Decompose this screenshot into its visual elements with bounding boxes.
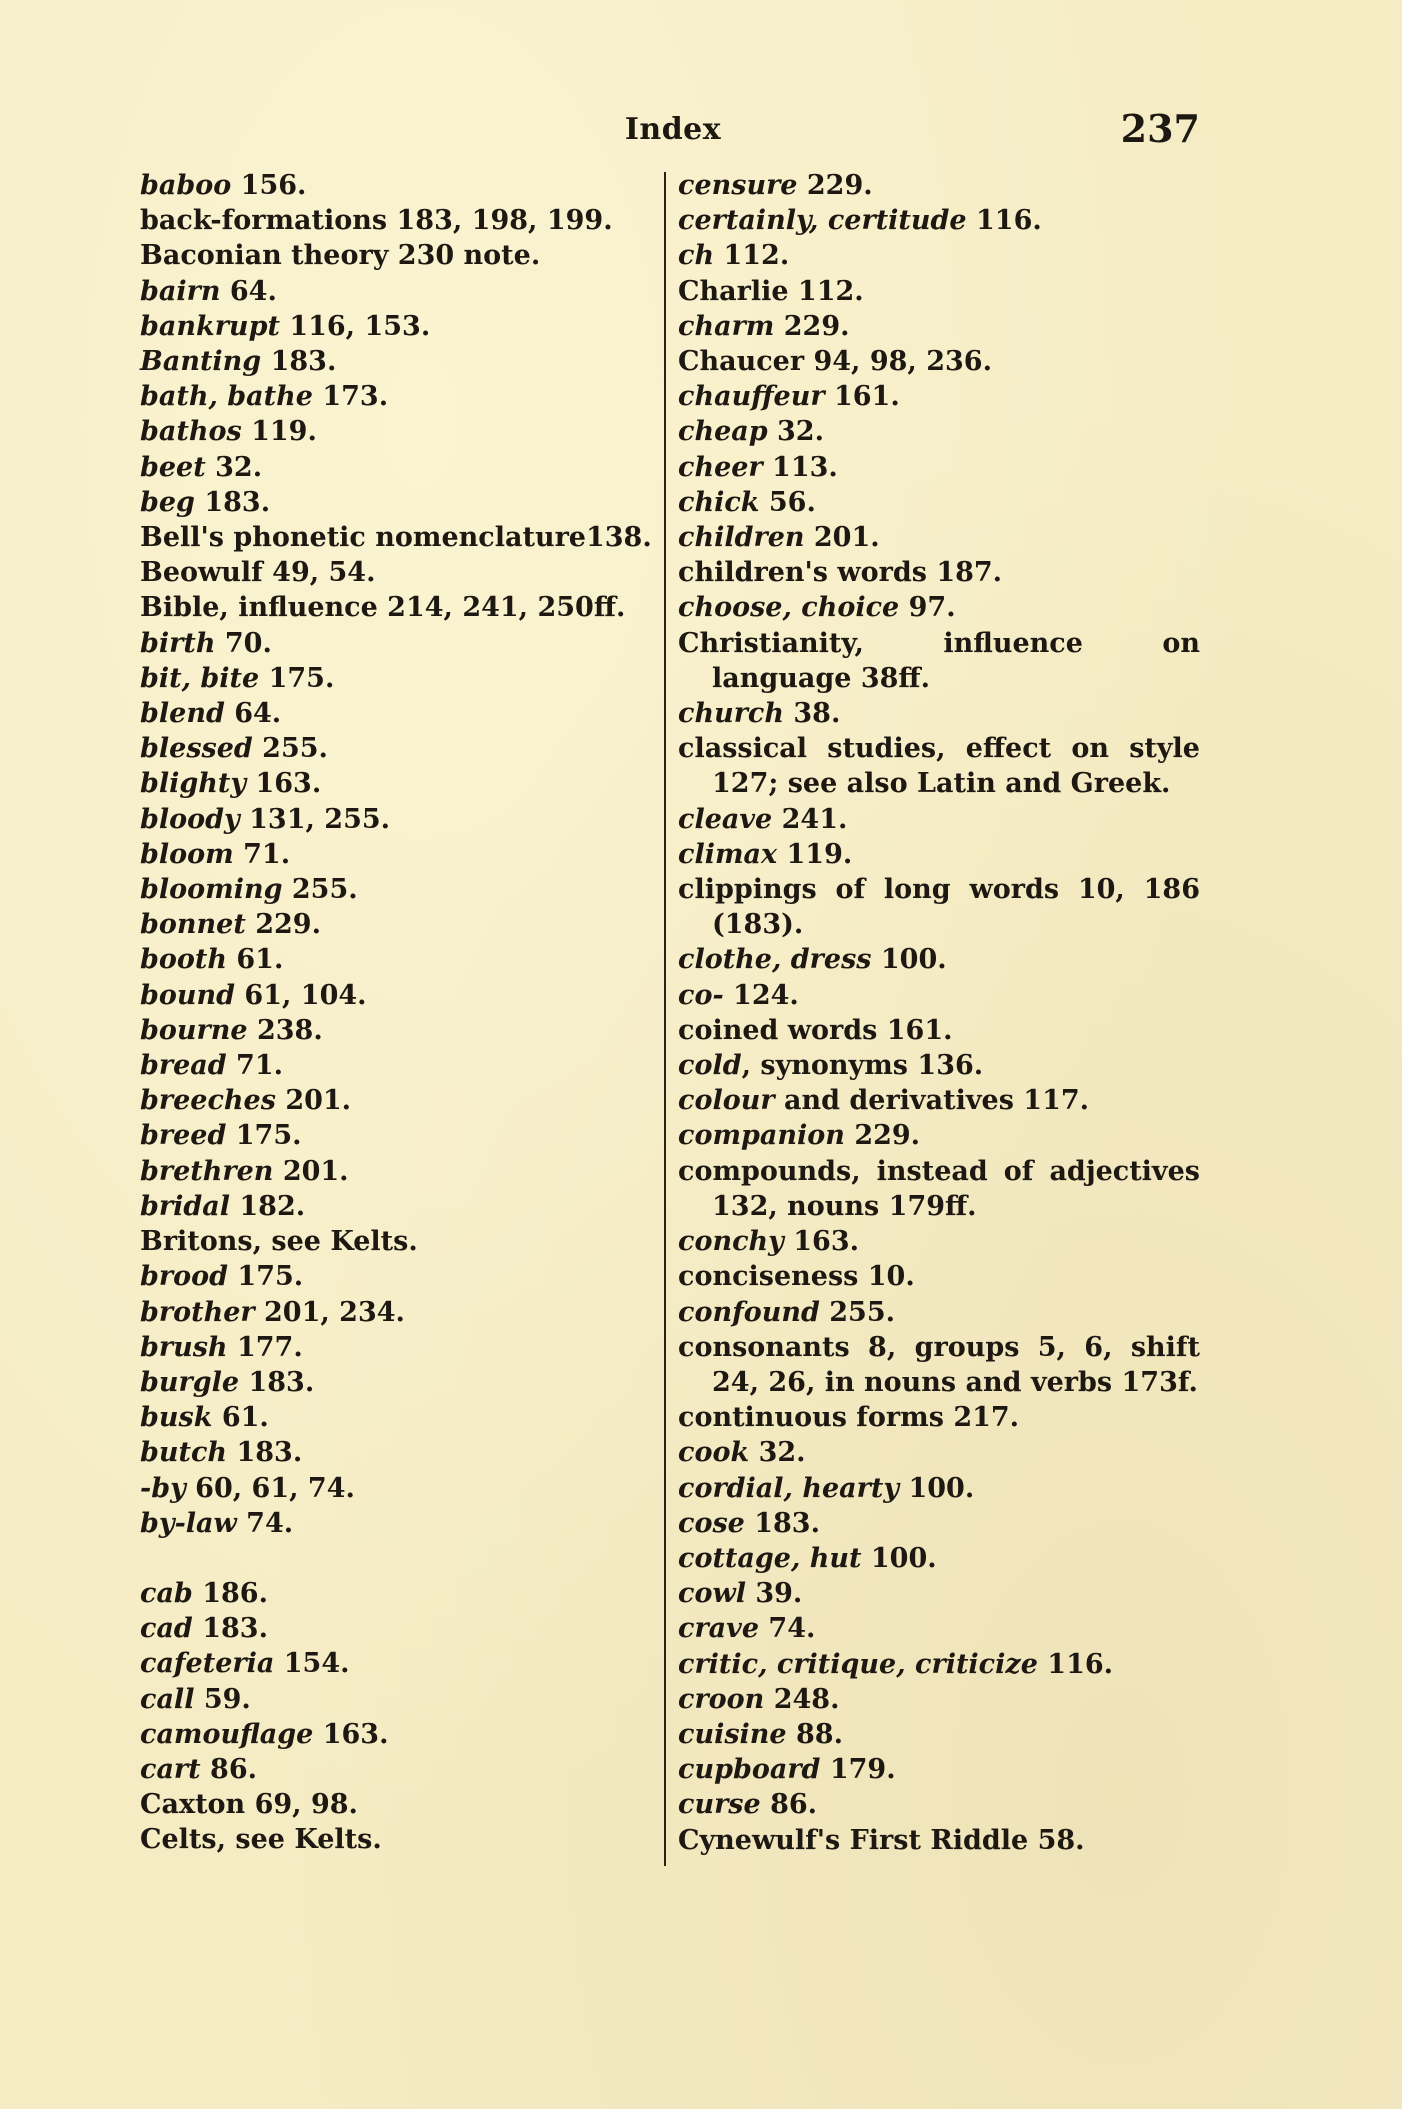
index-entry [140, 802, 660, 837]
index-term: cad [140, 1613, 193, 1645]
index-entry [678, 520, 1200, 555]
index-entry [140, 1752, 660, 1787]
index-reference: 56. [759, 486, 816, 518]
index-term: bath, bathe [140, 381, 313, 413]
index-term: croon [678, 1683, 765, 1715]
index-term: bonnet [140, 909, 246, 941]
index-term: bloody [140, 803, 240, 835]
index-term: cold [678, 1050, 742, 1082]
index-reference: 183. [744, 1507, 820, 1539]
index-entry [678, 802, 1200, 837]
index-entry [140, 942, 660, 977]
index-entry [140, 1295, 660, 1330]
index-term: bread [140, 1050, 227, 1082]
index-entry [140, 1013, 660, 1048]
index-term: busk [140, 1402, 213, 1434]
index-reference: conciseness 10. [678, 1261, 915, 1293]
index-reference: 186. [192, 1577, 268, 1609]
index-term: conchy [678, 1226, 784, 1258]
index-entry [678, 1400, 1200, 1435]
index-entry [678, 696, 1200, 731]
index-reference: 229. [774, 310, 850, 342]
index-entry [678, 1717, 1200, 1752]
index-term: critic, critique, criticize [678, 1648, 1038, 1680]
index-entry [678, 1154, 1200, 1224]
index-reference: 61. [227, 944, 284, 976]
index-reference: 183. [227, 1437, 303, 1469]
index-reference: Bell's phonetic nomenclature138. [140, 522, 652, 554]
index-term: by-law [140, 1507, 237, 1539]
index-entry [678, 1083, 1200, 1118]
index-reference: 177. [227, 1331, 303, 1363]
index-reference: 86. [760, 1789, 818, 1821]
index-reference: 116. [1037, 1648, 1114, 1680]
index-column-right [678, 168, 1200, 1858]
index-reference: Celts, see Kelts. [140, 1824, 382, 1856]
index-entry [140, 379, 660, 414]
index-entry [140, 1365, 660, 1400]
index-reference: 255. [819, 1296, 896, 1328]
index-term: cupboard [678, 1754, 821, 1786]
index-entry [140, 203, 660, 238]
index-term: bound [140, 979, 236, 1011]
index-entry [140, 520, 660, 555]
index-reference: 32. [749, 1437, 806, 1469]
index-entry [678, 942, 1200, 977]
index-reference: 124. [723, 979, 799, 1011]
index-reference: consonants 8, groups 5, 6, shift 24, 26, in nouns and verbs 173f. [678, 1331, 1200, 1398]
index-reference: 183. [261, 346, 337, 378]
index-entry [678, 1682, 1200, 1717]
index-term: chauffeur [678, 381, 825, 413]
index-entry [140, 1189, 660, 1224]
index-reference: 71. [226, 1050, 284, 1082]
index-reference: 86. [200, 1753, 258, 1785]
index-reference: 60, 61, 74. [185, 1472, 355, 1504]
index-reference: 61. [212, 1402, 269, 1434]
index-entry [140, 1048, 660, 1083]
index-reference: Christianity, influence on language 38ff. [678, 627, 1200, 694]
index-term: blessed [140, 733, 253, 765]
index-entry [678, 1048, 1200, 1083]
index-entry [678, 274, 1200, 309]
index-term: call [140, 1683, 195, 1715]
index-reference: 183. [194, 486, 271, 518]
index-term: cafeteria [140, 1648, 275, 1680]
index-entry [678, 978, 1200, 1013]
index-reference: 175. [226, 1120, 302, 1152]
index-term: blooming [140, 874, 283, 906]
index-reference: 248. [764, 1683, 840, 1715]
index-entry [140, 837, 660, 872]
index-reference: 163. [313, 1718, 389, 1750]
index-reference: 163. [783, 1226, 860, 1258]
index-reference: 116. [966, 205, 1042, 237]
index-reference: 100. [861, 1542, 937, 1574]
index-entry [140, 1611, 660, 1646]
index-term: cordial, hearty [678, 1472, 900, 1504]
index-entry [140, 872, 660, 907]
index-reference: 255. [282, 874, 358, 906]
index-term: crave [678, 1613, 760, 1645]
index-reference: coined words 161. [678, 1014, 953, 1046]
index-entry [140, 1822, 660, 1857]
index-entry [140, 238, 660, 273]
index-entry [140, 1330, 660, 1365]
index-reference: 59. [194, 1683, 251, 1715]
index-entry [678, 1118, 1200, 1153]
index-entry [678, 1435, 1200, 1470]
index-reference: 229. [844, 1120, 921, 1152]
index-reference: 182. [230, 1190, 306, 1222]
index-entry [140, 731, 660, 766]
index-entry [140, 1787, 660, 1822]
index-entry [678, 590, 1200, 625]
index-reference: 97. [899, 592, 956, 624]
index-term: burgle [140, 1366, 240, 1398]
index-term: cheap [678, 416, 768, 448]
index-reference: 70. [215, 627, 272, 659]
index-entry [140, 1471, 660, 1506]
index-entry [140, 1506, 660, 1541]
index-reference: 201. [273, 1155, 349, 1187]
index-entry [140, 1224, 660, 1259]
index-reference: 64. [224, 698, 282, 730]
index-reference: 119. [241, 416, 317, 448]
index-reference: 131, 255. [239, 803, 391, 835]
index-reference: continuous forms 217. [678, 1402, 1020, 1434]
index-reference: 179. [820, 1754, 896, 1786]
index-term: cheer [678, 451, 763, 483]
index-term: Banting [140, 346, 262, 378]
index-entry [678, 1611, 1200, 1646]
index-term: church [678, 698, 784, 730]
index-reference: 64. [220, 275, 277, 307]
index-reference: 201, 234. [254, 1296, 405, 1328]
index-reference: 112. [714, 240, 790, 272]
running-head: Index [624, 112, 722, 147]
index-reference: and derivatives 117. [774, 1085, 1090, 1117]
index-entry [140, 555, 660, 590]
index-entry [678, 626, 1200, 696]
index-reference: 201. [804, 522, 880, 554]
index-term: choose, choice [678, 592, 900, 624]
index-entry [140, 1435, 660, 1470]
index-reference: 229. [245, 909, 321, 941]
index-reference: , synonyms 136. [741, 1050, 984, 1082]
index-term: companion [678, 1120, 845, 1152]
index-term: beet [140, 451, 206, 483]
index-reference: Bible, influence 214, 241, 250ff. [140, 592, 626, 624]
index-entry [140, 309, 660, 344]
index-entry [678, 1013, 1200, 1048]
index-term: cose [678, 1507, 745, 1539]
index-entry [678, 414, 1200, 449]
index-entry [140, 626, 660, 661]
index-term: cuisine [678, 1718, 787, 1750]
index-term: camouflage [140, 1718, 314, 1750]
index-entry [140, 907, 660, 942]
index-entry [678, 1330, 1200, 1400]
index-entry [140, 696, 660, 731]
index-term: brush [140, 1331, 228, 1363]
index-reference: compounds, instead of adjectives 132, nouns 179ff. [678, 1155, 1200, 1222]
index-entry [140, 1400, 660, 1435]
index-entry [140, 766, 660, 801]
index-entry [678, 1752, 1200, 1787]
index-term: censure [678, 170, 798, 201]
index-term: chick [678, 486, 760, 518]
index-entry [140, 168, 660, 203]
index-reference: 154. [274, 1648, 350, 1680]
index-entry [678, 450, 1200, 485]
index-reference: 229. [797, 170, 873, 201]
index-term: cleave [678, 803, 773, 835]
index-reference: 241. [772, 803, 848, 835]
index-term: booth [140, 944, 227, 976]
index-term: bairn [140, 275, 221, 307]
index-reference: classical studies, effect on style 127; see also Latin and Greek. [678, 733, 1200, 800]
index-reference: 255. [252, 733, 328, 765]
index-term: clothe, dress [678, 944, 872, 976]
index-term: co- [678, 979, 724, 1011]
index-reference: 38. [784, 698, 841, 730]
index-term: beg [140, 486, 195, 518]
index-reference: back-formations 183, 198, 199. [140, 205, 613, 237]
index-term: bit, bite [140, 662, 260, 694]
index-entry [140, 1682, 660, 1717]
index-entry [678, 1787, 1200, 1822]
index-reference: 32. [205, 451, 263, 483]
index-entry [140, 590, 660, 625]
index-reference: Caxton 69, 98. [140, 1789, 358, 1821]
index-reference: Cynewulf's First Riddle 58. [678, 1824, 1085, 1856]
index-reference: clippings of long words 10, 186 (183). [678, 874, 1200, 941]
index-term: birth [140, 627, 216, 659]
index-reference: Britons, see Kelts. [140, 1226, 418, 1258]
index-entry [140, 450, 660, 485]
index-reference: 175. [228, 1261, 304, 1293]
index-term: bridal [140, 1190, 230, 1222]
index-reference: 175. [259, 662, 335, 694]
index-reference: 201. [275, 1085, 352, 1117]
index-entry [140, 661, 660, 696]
index-entry [678, 1224, 1200, 1259]
index-entry [678, 1823, 1200, 1858]
index-entry [140, 1154, 660, 1189]
index-reference: 119. [777, 838, 853, 870]
index-entry [678, 1295, 1200, 1330]
index-entry [678, 1506, 1200, 1541]
index-term: brood [140, 1261, 229, 1293]
index-reference: 183. [192, 1613, 268, 1645]
index-entry [678, 1647, 1200, 1682]
index-term: children [678, 522, 805, 554]
index-term: blend [140, 698, 225, 730]
index-reference: 163. [246, 768, 322, 800]
index-reference: 173. [312, 381, 389, 413]
index-entry [678, 1541, 1200, 1576]
index-term: brother [140, 1296, 255, 1328]
index-reference: Baconian theory 230 note. [140, 240, 541, 272]
index-entry [678, 485, 1200, 520]
index-entry [678, 837, 1200, 872]
index-entry [678, 344, 1200, 379]
index-term: ch [678, 240, 715, 272]
index-entry [678, 238, 1200, 273]
index-term: brethren [140, 1155, 274, 1187]
index-entry [678, 309, 1200, 344]
index-entry [140, 1576, 660, 1611]
index-reference: 71. [233, 838, 291, 870]
index-entry [678, 555, 1200, 590]
index-entry [678, 872, 1200, 942]
index-reference: 161. [824, 381, 900, 413]
index-entry [140, 1259, 660, 1294]
index-entry [678, 731, 1200, 801]
index-term: bourne [140, 1014, 248, 1046]
index-entry [140, 1118, 660, 1153]
index-term: cook [678, 1437, 750, 1469]
index-entry [140, 978, 660, 1013]
index-entry [678, 1259, 1200, 1294]
index-term: bathos [140, 416, 242, 448]
index-reference: 32. [767, 416, 824, 448]
index-term: bloom [140, 838, 234, 870]
index-term: blighty [140, 768, 247, 800]
index-reference: 238. [247, 1014, 323, 1046]
index-reference: 156. [231, 170, 307, 201]
index-term: cottage, hut [678, 1542, 862, 1574]
index-entry [678, 168, 1200, 203]
index-term: charm [678, 310, 775, 342]
index-reference: Charlie 112. [678, 275, 864, 307]
column-divider [664, 172, 666, 1866]
index-reference: 61, 104. [235, 979, 367, 1011]
index-term: cowl [678, 1578, 746, 1610]
index-entry [678, 1471, 1200, 1506]
index-entry [678, 379, 1200, 414]
index-reference: children's words 187. [678, 557, 1003, 589]
index-term: -by [140, 1472, 186, 1504]
index-reference: 100. [871, 944, 947, 976]
index-entry [140, 344, 660, 379]
index-column-left [140, 168, 660, 1858]
index-term: certainly, certitude [678, 205, 967, 237]
index-reference: 183. [239, 1366, 315, 1398]
index-reference: 113. [762, 451, 838, 483]
index-entry [140, 1646, 660, 1681]
index-reference: 88. [786, 1718, 843, 1750]
index-term: breed [140, 1120, 227, 1152]
index-term: bankrupt [140, 310, 280, 342]
index-entry [140, 274, 660, 309]
page-number: 237 [1120, 106, 1200, 151]
index-reference: Chaucer 94, 98, 236. [678, 346, 992, 378]
index-reference: 100. [899, 1472, 975, 1504]
index-reference: 74. [236, 1507, 294, 1539]
index-entry [140, 1717, 660, 1752]
index-entry [678, 203, 1200, 238]
index-reference: Beowulf 49, 54. [140, 557, 376, 589]
index-term: butch [140, 1437, 228, 1469]
index-term: colour [678, 1085, 775, 1117]
index-entry [140, 414, 660, 449]
index-reference: 39. [745, 1578, 803, 1610]
index-term: cart [140, 1753, 201, 1785]
index-term: curse [678, 1789, 761, 1821]
index-entry [140, 485, 660, 520]
index-term: confound [678, 1296, 820, 1328]
index-term: climax [678, 838, 778, 870]
index-reference: 74. [759, 1613, 816, 1645]
index-term: baboo [140, 170, 232, 201]
index-reference: 116, 153. [279, 310, 431, 342]
index-term: cab [140, 1577, 193, 1609]
index-entry [678, 1576, 1200, 1611]
index-term: breeches [140, 1085, 276, 1117]
index-entry [140, 1083, 660, 1118]
